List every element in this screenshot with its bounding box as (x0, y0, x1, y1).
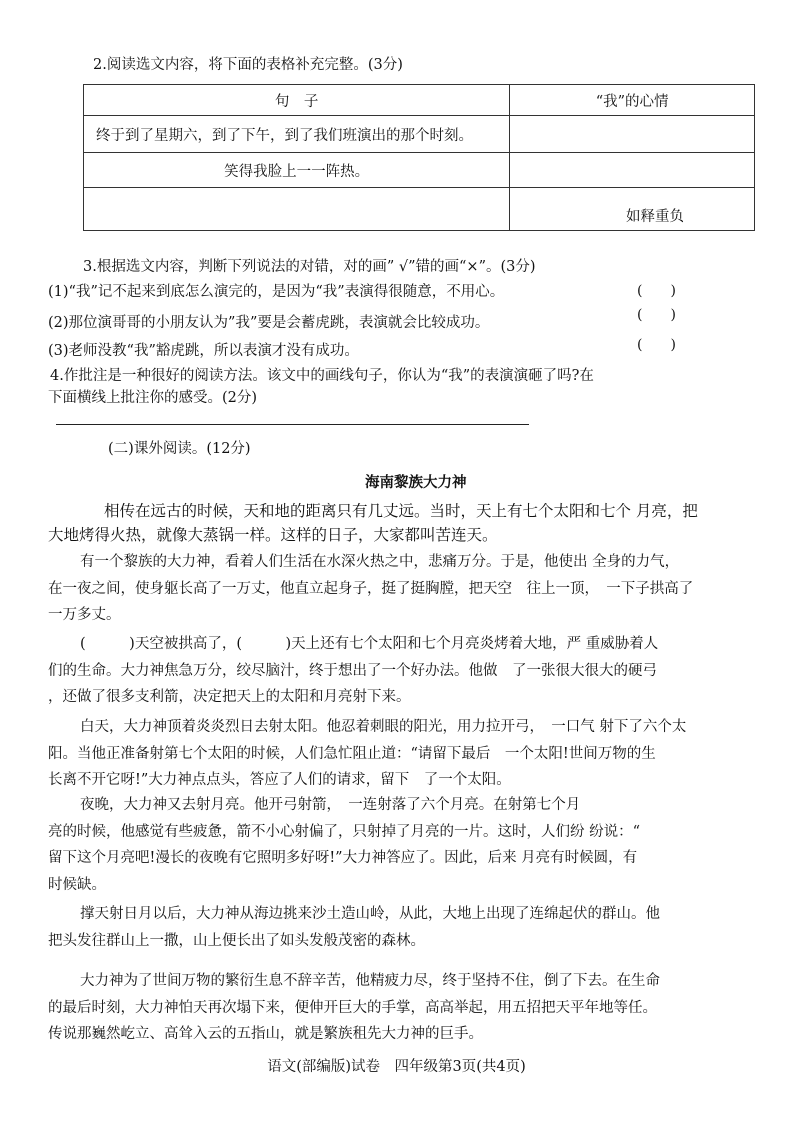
intro-line-1: 相传在远古的时候，天和地的距离只有几丈远。当时，天上有七个太阳和七个 月亮，把 (104, 502, 698, 520)
q4-line-2: 下面横线上批注你的感受。(2分) (48, 390, 258, 406)
paragraph-5: 撑天射日月以后，大力神从海边挑来沙土造山岭，从此，大地上出现了连绵起伏的群山。他 把头发往群山上一撒，山上便长出了如头发般茂密的森林。 (48, 906, 660, 949)
story-title: 海南黎族大力神 (365, 474, 467, 491)
q4-line-1: 4.作批注是一种很好的阅读方法。该文中的画线句子，你认为“我”的表演演砸了吗?在 (50, 368, 594, 384)
q3-prompt: 3.根据选文内容，判断下列说法的对错，对的画” √”错的画“×”。(3分) (83, 259, 536, 275)
answer-paren-2[interactable]: ( ) (637, 307, 676, 323)
q3-item-3: (3)老师没教“我”豁虎跳，所以表演才没有成功。 (48, 343, 359, 359)
q3-item-2: (2)那位演哥哥的小朋友认为”我”要是会蓄虎跳，表演就会比较成功。 (48, 315, 490, 331)
q2-prompt: 2.阅读选文内容，将下面的表格补充完整。(3分) (93, 57, 403, 73)
paragraph-1: 有一个黎族的大力神，看着人们生活在水深火热之中，悲痛万分。于是，他使出 全身的力气， 在一夜之间，使身躯长高了一万丈，他直立起身子，挺了挺胸膛，把天空 往上一顶， 一下子拱高了 一万多丈。 (48, 554, 694, 623)
answer-paren-1[interactable]: ( ) (637, 283, 676, 299)
paragraph-6: 大力神为了世间万物的繁衍生息不辞辛苦，他精疲力尽，终于坚持不住，倒了下去。在生命 的最后时刻，大力神怕天再次塌下来，便伸开巨大的手掌，高高举起，用五招把天平年地等任。 传说那巍然屹立、高耸入云的五指山，就是繁族租先大力神的巨手。 (48, 973, 660, 1042)
answer-line[interactable] (56, 424, 529, 425)
intro-line-2: 大地烤得火热，就像大蒸锅一样。这样的日子，大家都叫苦连天。 (48, 526, 498, 544)
table-header-mood: “我”的心情 (510, 85, 755, 116)
table-cell: 如释重负 (510, 188, 755, 231)
paragraph-2: ( )天空被拱高了，( )天上还有七个太阳和七个月亮炎烤着大地，严 重威胁着人 们的生命。大力神焦急万分，绞尽脑汁，终于想出了一个好办法。他做 了一张很大很大的硬弓 ，还做了很多支利箭，决定把天上的太阳和月亮射下来。 (48, 636, 659, 705)
table-answer-cell[interactable] (84, 188, 510, 231)
q3-item-1: (1)“我”记不起来到底怎么演完的，是因为“我”表演得很随意，不用心。 (48, 284, 505, 300)
table-header-sentence: 句 子 (84, 85, 510, 116)
page-footer: 语文(部编版)试卷 四年级第3页(共4页) (267, 1059, 526, 1075)
table-answer-cell[interactable] (510, 116, 755, 153)
answer-table (83, 84, 755, 231)
part2-heading: (二)课外阅读。(12分) (108, 441, 251, 457)
answer-paren-3[interactable]: ( ) (637, 337, 676, 353)
table-cell: 笑得我脸上一一阵热。 (84, 153, 510, 188)
table-answer-cell[interactable] (510, 153, 755, 188)
table-cell: 终于到了星期六，到了下午，到了我们班演出的那个时刻。 (84, 116, 510, 153)
paragraph-3: 白天，大力神顶着炎炎烈日去射太阳。他忍着刺眼的阳光，用力拉开弓， 一口气 射下了六个太 阳。当他正准备射第七个太阳的时候，人们急忙阻止道：“请留下最后 一个太阳!世间万物的生 长离不开它呀!”大力神点点头，答应了人们的请求，留下 了一个太阳。 (48, 719, 687, 788)
paragraph-4: 夜晚，大力神又去射月亮。他开弓射箭， 一连射落了六个月亮。在射第七个月 亮的时候，他感觉有些疲惫，箭不小心射偏了，只射掉了月亮的一片。这时，人们纷 纷说：“ 留下这个月亮吧!漫长的夜晚有它照明多好呀!”大力神答应了。因此，后来 月亮有时候圆，有 时候缺。 (48, 797, 641, 893)
